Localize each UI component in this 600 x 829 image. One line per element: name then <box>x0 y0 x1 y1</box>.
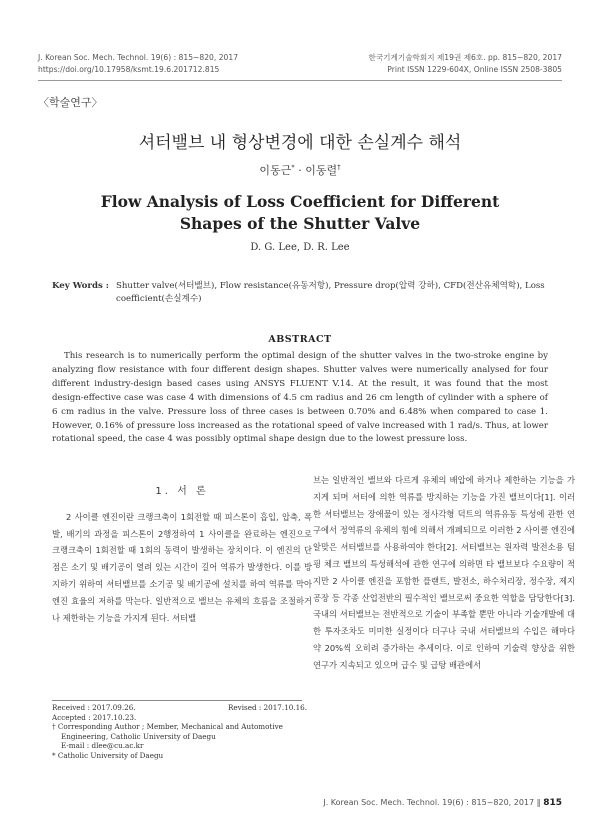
footer-citation: J. Korean Soc. Mech. Technol. 19(6) : 815~820, 2017 ‖ <box>323 798 541 807</box>
body-column-left <box>52 484 312 626</box>
doi-link[interactable]: https://doi.org/10.17958/ksmt.19.6.201712.815 <box>38 65 220 74</box>
revised-date: Revised : 2017.10.16. <box>228 703 307 712</box>
dates-row <box>52 703 307 713</box>
abstract-title: ABSTRACT <box>268 334 332 345</box>
issn: Print ISSN 1229-604X, Online ISSN 2508-3805 <box>387 65 562 74</box>
page-footer <box>323 798 562 808</box>
received-date: Received : 2017.09.26. <box>52 703 136 712</box>
author-email[interactable]: E-mail : dlee@cu.ac.kr <box>61 741 144 751</box>
running-header-right <box>369 52 562 76</box>
running-header-left <box>38 52 238 76</box>
article-category: 〈학술연구〉 <box>38 96 103 109</box>
header-divider <box>38 80 562 81</box>
author-2-name: 이동렬 <box>305 164 338 177</box>
journal-citation-ko: 한국기계기술학회지 제19권 제6호. pp. 815~820, 2017 <box>368 53 562 62</box>
author-separator: · <box>294 164 306 177</box>
section-title: 1. 서 론 <box>155 486 209 497</box>
corresponding-author: † Corresponding Author ; Member, Mechanical and Automotive Engineering, Catholic University of Daegu <box>52 722 283 741</box>
author-1-mark: * <box>291 163 295 172</box>
footnotes <box>52 703 307 761</box>
page-number: 815 <box>543 798 562 808</box>
keywords-text: Shutter valve(셔터밸브), Flow resistance(유동저항), Pressure drop(압력 강하), CFD(전산유체역학), Loss coefficient(손실계수) <box>116 281 545 304</box>
title-english <box>0 191 600 235</box>
title-english-line2: Shapes of the Shutter Valve <box>179 214 421 233</box>
abstract-text: This research is to numerically perform the optimal design of the shutter valves in the two-stroke engine by analyzing flow resistance with four different design shapes. Shutter valves were numerically analysed for four different industry-design based cases using ANSYS FLUENT V.14. At the result, it was found that the most design-effective case was case 4 with dimensions of 4.5 cm radius and 26 cm length of cylinder with a sphere of 6 cm radius in the valve. Pressure loss of three cases is between 0.70% and 6.48% when compared to case 1. However, 0.16% of pressure loss increased as the rotational speed of valve increased with 1 rad/s. Thus, at lower rotational speed, the case 4 was possibly optimal shape design due to the lowest pressure loss. <box>52 351 548 445</box>
intro-paragraph-right: 브는 일반적인 밸브와 다르게 유체의 배압에 하거나 제한하는 기능을 가지게 되며 셔터에 의한 역류를 방지하는 기능을 가진 밸브이다[1]. 이러한 셔터밸브는 장애물이 있는 정사각형 덕트의 역류유동 특성에 관한 연구에서 정역류의 유체의 힘에 의해서 개폐되므로 이러한 2 사이클 엔진에 알맞은 셔터밸브를 사용하여야 한다[2]. 셔터밸브는 원자력 발전소용 팀핑 체크 밸브의 특성해석에 관한 연구에 의하면 타 밸브보다 수요량이 적지만 2 사이클 엔진을 포함한 플랜트, 발전소, 하수처리장, 정수장, 제지공장 등 각종 산업전반의 필수적인 밸브로써 중요한 역할을 담당한다[3]. 국내의 셔터밸브는 전반적으로 기술이 부족할 뿐만 아니라 기술개발에 대한 투자조차도 미미한 실정이다 더구나 국내 셔터밸브의 수입은 해마다 약 20%씩 오히려 증가하는 추세이다. 이로 인하여 기술력 향상을 위한 연구가 지속되고 있으며 급수 및 급탕 배관에서 <box>313 475 575 670</box>
journal-citation: J. Korean Soc. Mech. Technol. 19(6) : 815~820, 2017 <box>38 53 239 62</box>
keywords-block <box>52 280 548 306</box>
authors-korean <box>0 162 600 178</box>
footnote-divider <box>52 700 302 701</box>
keywords-label: Key Words : <box>52 281 109 291</box>
title-korean: 셔터밸브 내 형상변경에 대한 손실계수 해석 <box>138 133 462 153</box>
author-1-name: 이동근 <box>259 164 292 177</box>
intro-paragraph-left: 2 사이클 엔진이란 크랭크축이 1회전할 때 피스톤이 흡입, 압축, 폭발, 배기의 과정을 피스톤이 2행정하여 1 사이클을 완료하는 엔진으로 크랭크축이 1회전할 때 1회의 동력이 발생하는 장치이다. 이 엔진의 단점은 소기 및 배기공이 열려 있는 시간이 길어 역류가 발생한다. 이를 방지하기 위하여 셔터밸브를 소기공 및 배기공에 설치를 하여 역류를 막아 엔진 효율의 저하를 막는다. 일반적으로 밸브는 유체의 흐름을 조절하거나 제한하는 기능을 가지게 된다. 셔터밸 <box>52 511 312 623</box>
authors-english: D. G. Lee, D. R. Lee <box>250 242 350 253</box>
author-affiliation: * Catholic University of Daegu <box>52 750 164 760</box>
author-2-mark: † <box>337 163 341 172</box>
accepted-date: Accepted : 2017.10.23. <box>52 712 137 722</box>
body-column-right <box>313 472 575 674</box>
title-english-line1: Flow Analysis of Loss Coefficient for Different <box>100 192 500 211</box>
